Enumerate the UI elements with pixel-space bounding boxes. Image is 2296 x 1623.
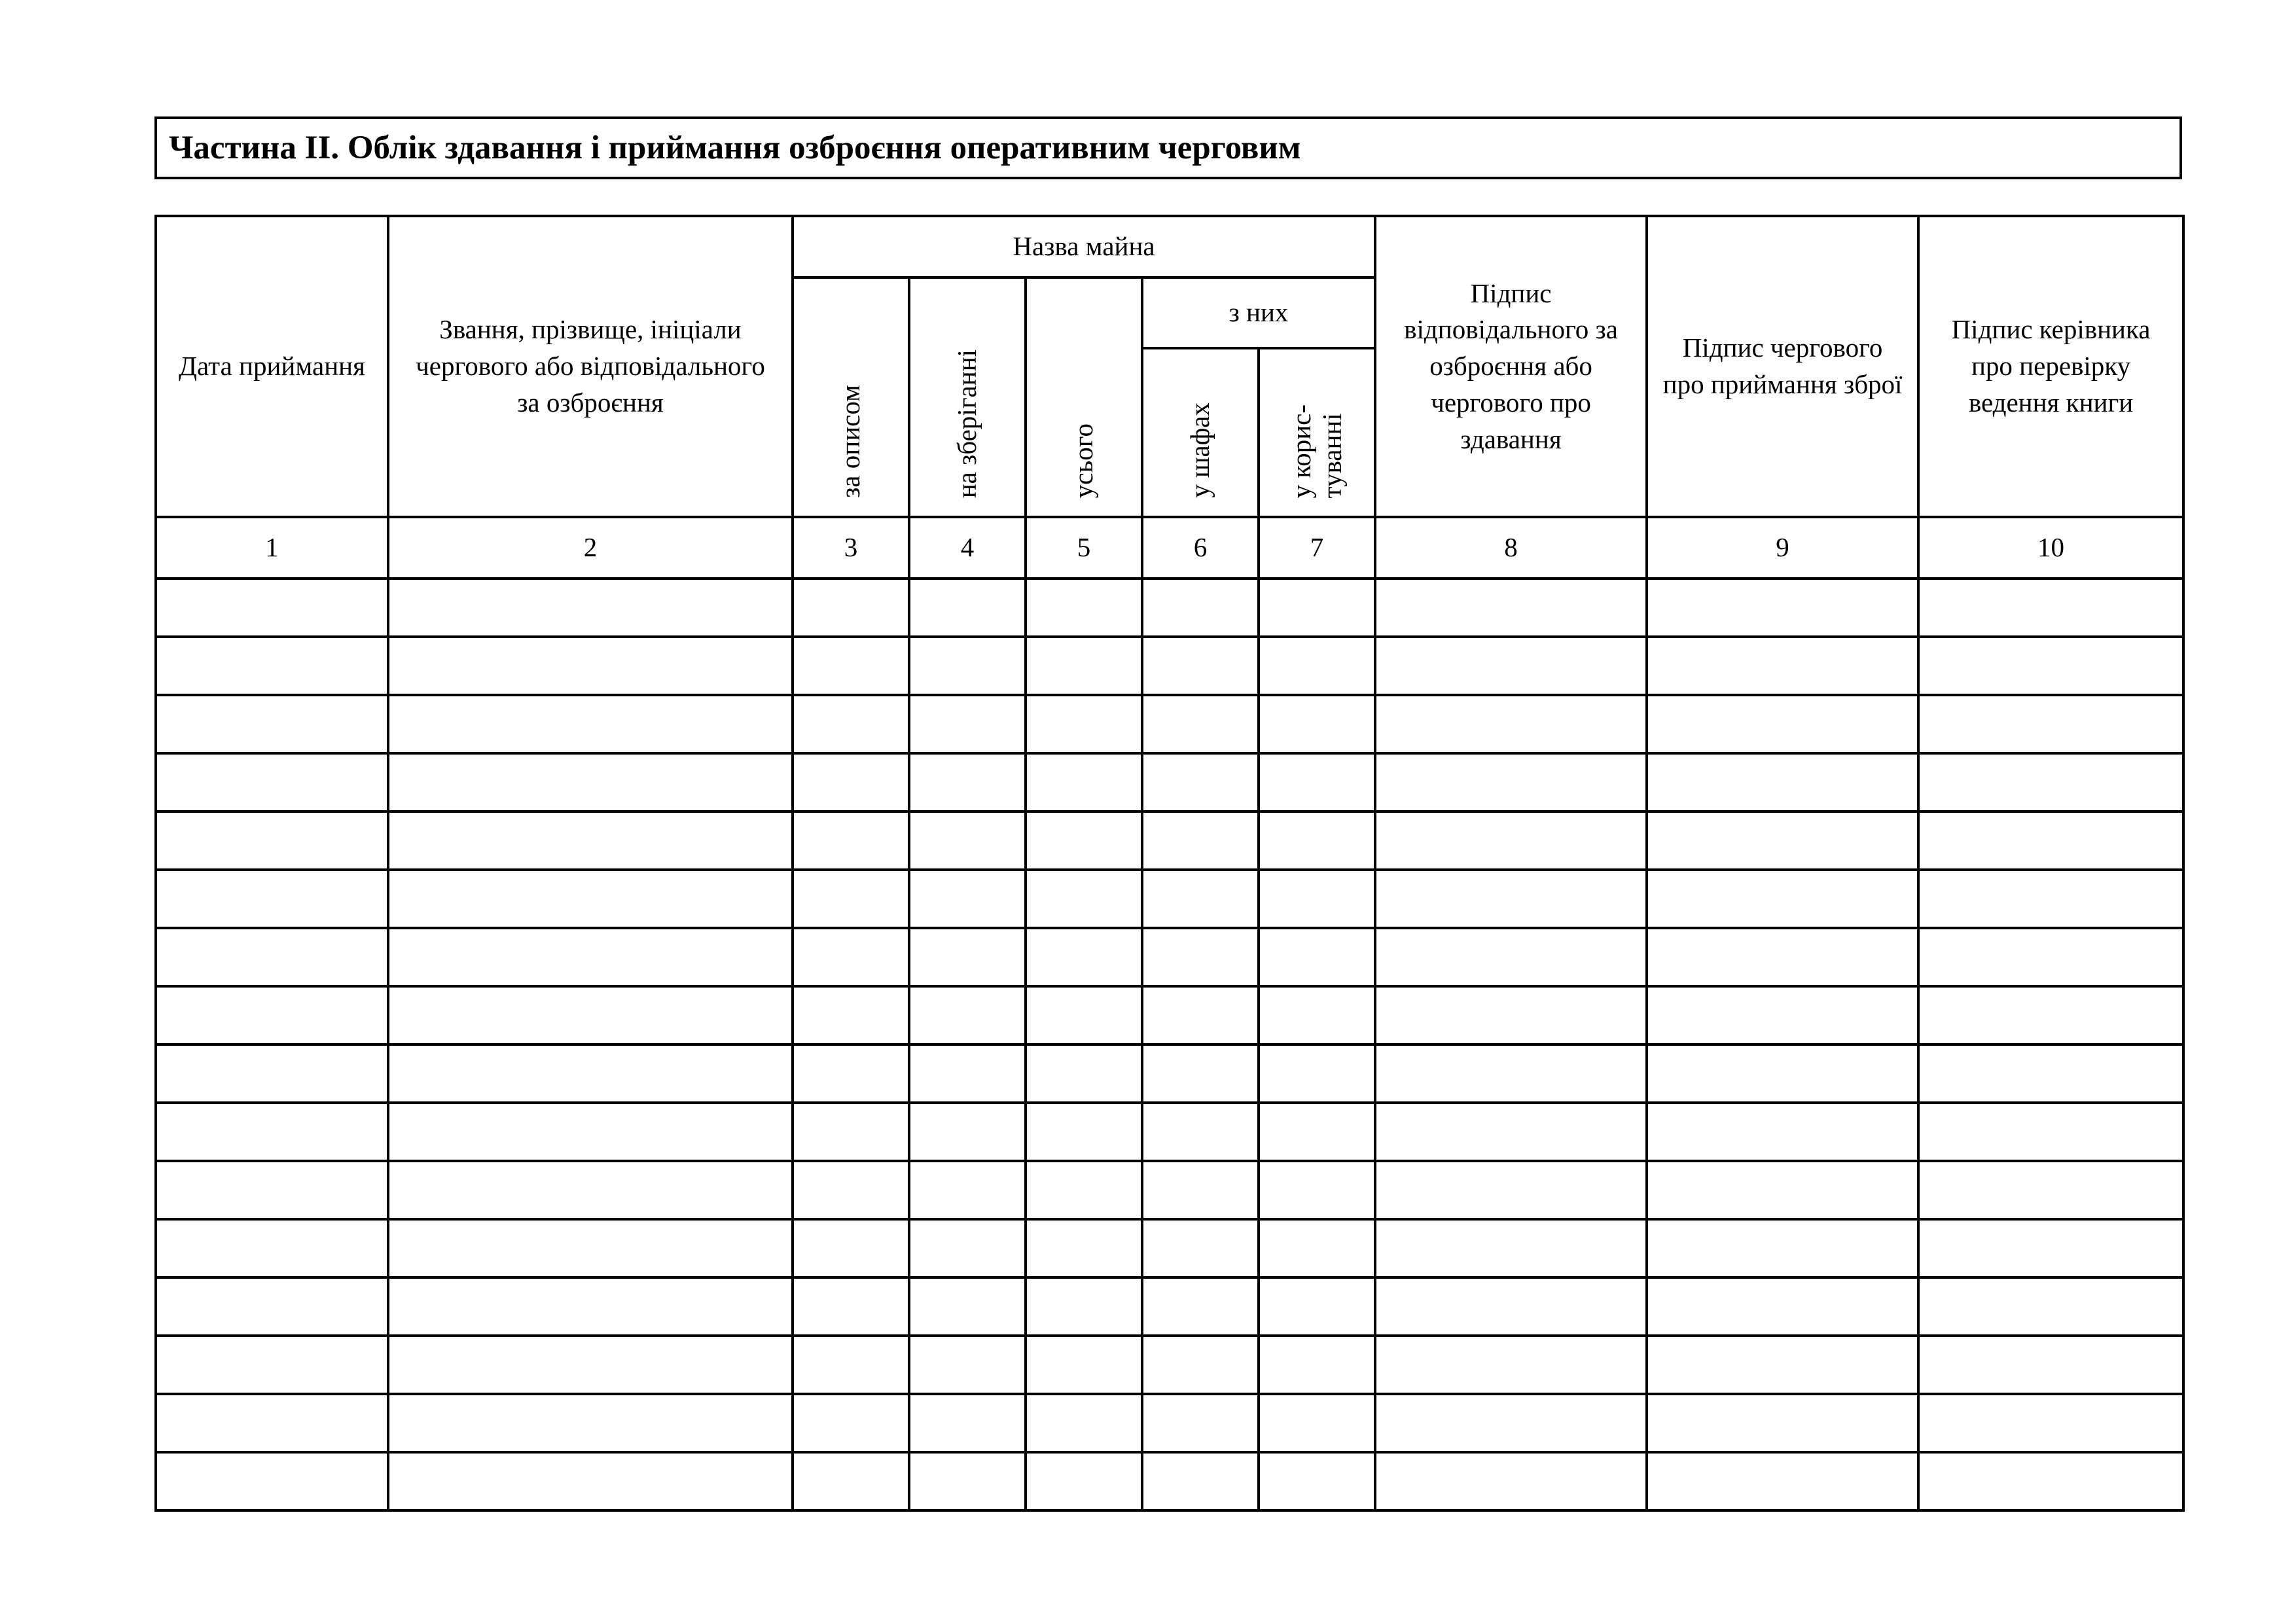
column-number-row bbox=[156, 517, 2183, 579]
table-cell bbox=[1026, 637, 1142, 695]
header-date bbox=[156, 216, 388, 517]
table-cell bbox=[1918, 753, 2183, 812]
table-cell bbox=[1259, 753, 1375, 812]
table-cell bbox=[793, 1219, 909, 1277]
table-cell bbox=[1259, 870, 1375, 928]
header-in-cabinets-text: у шафах bbox=[1185, 402, 1215, 499]
table-cell bbox=[909, 1394, 1026, 1452]
header-in-use-text bbox=[1286, 404, 1348, 506]
table-cell bbox=[1259, 986, 1375, 1044]
table-cell bbox=[156, 1394, 388, 1452]
table-row bbox=[156, 1336, 2183, 1394]
header-total-text: усього bbox=[1068, 423, 1099, 499]
table-cell bbox=[156, 753, 388, 812]
header-sig-responsible-text: Підпис відповідального за озброєння або чергового про здавання bbox=[1404, 277, 1618, 454]
table-cell bbox=[1647, 870, 1918, 928]
table-cell bbox=[793, 1103, 909, 1161]
table-cell bbox=[1647, 1336, 1918, 1394]
header-of-them bbox=[1142, 277, 1375, 348]
table-cell bbox=[156, 1161, 388, 1219]
table-row bbox=[156, 1394, 2183, 1452]
table-cell bbox=[793, 870, 909, 928]
table-cell bbox=[1142, 1044, 1259, 1103]
table-cell bbox=[388, 753, 793, 812]
table-cell bbox=[388, 1103, 793, 1161]
header-in-storage bbox=[909, 277, 1026, 517]
table-cell bbox=[388, 1336, 793, 1394]
table-cell bbox=[1918, 579, 2183, 637]
table-cell bbox=[1918, 1452, 2183, 1510]
table-cell bbox=[1142, 695, 1259, 753]
table-cell bbox=[909, 870, 1026, 928]
table-cell bbox=[1259, 1277, 1375, 1336]
table-cell bbox=[1375, 1277, 1647, 1336]
table-cell bbox=[1142, 637, 1259, 695]
table-cell bbox=[388, 1219, 793, 1277]
table-cell bbox=[1259, 1161, 1375, 1219]
table-cell bbox=[1647, 579, 1918, 637]
column-number: 4 bbox=[909, 517, 1026, 579]
table-cell bbox=[1259, 1103, 1375, 1161]
table-cell bbox=[1026, 1394, 1142, 1452]
table-cell bbox=[156, 812, 388, 870]
table-cell bbox=[1375, 986, 1647, 1044]
table-cell bbox=[1647, 753, 1918, 812]
column-number: 2 bbox=[388, 517, 793, 579]
table-row bbox=[156, 986, 2183, 1044]
table-row bbox=[156, 579, 2183, 637]
table-cell bbox=[1375, 637, 1647, 695]
table-cell bbox=[1647, 695, 1918, 753]
table-cell bbox=[1142, 986, 1259, 1044]
table-cell bbox=[1142, 1277, 1259, 1336]
table-cell bbox=[909, 579, 1026, 637]
table-cell bbox=[1375, 1161, 1647, 1219]
table-cell bbox=[1375, 1452, 1647, 1510]
table-cell bbox=[1142, 1103, 1259, 1161]
table-cell bbox=[909, 1044, 1026, 1103]
table-cell bbox=[388, 986, 793, 1044]
table-cell bbox=[156, 870, 388, 928]
table-cell bbox=[793, 812, 909, 870]
table-cell bbox=[793, 695, 909, 753]
header-rank-name bbox=[388, 216, 793, 517]
table-cell bbox=[1918, 1161, 2183, 1219]
table-row bbox=[156, 870, 2183, 928]
header-by-inventory-text: за описом bbox=[835, 385, 866, 499]
table-cell bbox=[1918, 986, 2183, 1044]
table-cell bbox=[388, 1452, 793, 1510]
table-cell bbox=[1375, 1103, 1647, 1161]
table-cell bbox=[1259, 1044, 1375, 1103]
table-cell bbox=[1026, 1336, 1142, 1394]
table-body bbox=[156, 579, 2183, 1510]
table-cell bbox=[793, 1394, 909, 1452]
table-cell bbox=[1026, 1044, 1142, 1103]
table-cell bbox=[1026, 695, 1142, 753]
table-row bbox=[156, 1452, 2183, 1510]
table-cell bbox=[1647, 637, 1918, 695]
header-in-use bbox=[1259, 348, 1375, 517]
table-cell bbox=[388, 637, 793, 695]
header-of-them-text: з них bbox=[1229, 297, 1289, 328]
table-cell bbox=[1918, 1103, 2183, 1161]
table-cell bbox=[156, 1277, 388, 1336]
table-row bbox=[156, 1277, 2183, 1336]
table-cell bbox=[909, 1103, 1026, 1161]
table-cell bbox=[1918, 928, 2183, 986]
column-number: 6 bbox=[1142, 517, 1259, 579]
table-cell bbox=[1647, 812, 1918, 870]
table-cell bbox=[156, 695, 388, 753]
table-cell bbox=[793, 637, 909, 695]
table-cell bbox=[388, 812, 793, 870]
table-cell bbox=[388, 1161, 793, 1219]
header-in-use-line2: туванні bbox=[1317, 413, 1348, 499]
table-cell bbox=[793, 928, 909, 986]
table-cell bbox=[909, 695, 1026, 753]
header-in-storage-text: на зберіганні bbox=[952, 349, 982, 499]
table-cell bbox=[909, 928, 1026, 986]
table-row bbox=[156, 1219, 2183, 1277]
column-number: 3 bbox=[793, 517, 909, 579]
table-cell bbox=[1647, 1219, 1918, 1277]
table-cell bbox=[1375, 579, 1647, 637]
header-sig-responsible bbox=[1375, 216, 1647, 517]
table-cell bbox=[909, 637, 1026, 695]
table-cell bbox=[1259, 928, 1375, 986]
table-cell bbox=[1142, 928, 1259, 986]
table-cell bbox=[156, 1336, 388, 1394]
table-cell bbox=[1918, 1044, 2183, 1103]
table-cell bbox=[1918, 1394, 2183, 1452]
table-cell bbox=[1647, 1161, 1918, 1219]
column-number: 7 bbox=[1259, 517, 1375, 579]
table-cell bbox=[1375, 695, 1647, 753]
table-row bbox=[156, 1044, 2183, 1103]
table-cell bbox=[156, 1219, 388, 1277]
table-row bbox=[156, 1103, 2183, 1161]
table-cell bbox=[1918, 1219, 2183, 1277]
table-cell bbox=[1142, 1161, 1259, 1219]
table-cell bbox=[1026, 579, 1142, 637]
column-number: 10 bbox=[1918, 517, 2183, 579]
table-row bbox=[156, 928, 2183, 986]
table-header bbox=[156, 216, 2183, 579]
table-cell bbox=[1142, 753, 1259, 812]
table-cell bbox=[156, 1103, 388, 1161]
table-cell bbox=[1647, 1452, 1918, 1510]
header-sig-duty bbox=[1647, 216, 1918, 517]
table-cell bbox=[1918, 637, 2183, 695]
header-total bbox=[1026, 277, 1142, 517]
table-cell bbox=[1026, 986, 1142, 1044]
table-cell bbox=[388, 695, 793, 753]
table-row bbox=[156, 812, 2183, 870]
table-cell bbox=[793, 579, 909, 637]
table-cell bbox=[1142, 1394, 1259, 1452]
table-cell bbox=[1259, 637, 1375, 695]
table-cell bbox=[1259, 1452, 1375, 1510]
table-cell bbox=[388, 1394, 793, 1452]
table-cell bbox=[1918, 1277, 2183, 1336]
column-number: 9 bbox=[1647, 517, 1918, 579]
table-cell bbox=[1375, 870, 1647, 928]
table-cell bbox=[909, 812, 1026, 870]
table-cell bbox=[1647, 1103, 1918, 1161]
table-cell bbox=[1375, 753, 1647, 812]
table-cell bbox=[388, 579, 793, 637]
table-cell bbox=[1026, 928, 1142, 986]
table-cell bbox=[1375, 1336, 1647, 1394]
table-cell bbox=[909, 1277, 1026, 1336]
table-cell bbox=[156, 579, 388, 637]
table-cell bbox=[1026, 1103, 1142, 1161]
table-row bbox=[156, 1161, 2183, 1219]
header-property-name bbox=[793, 216, 1375, 277]
column-number: 1 bbox=[156, 517, 388, 579]
table-cell bbox=[1647, 928, 1918, 986]
table-cell bbox=[793, 1452, 909, 1510]
table-cell bbox=[1142, 1452, 1259, 1510]
table-cell bbox=[909, 1336, 1026, 1394]
table-row bbox=[156, 695, 2183, 753]
table-cell bbox=[1375, 812, 1647, 870]
header-in-use-line1: у корис- bbox=[1285, 404, 1316, 499]
table-cell bbox=[1026, 812, 1142, 870]
table-cell bbox=[156, 1452, 388, 1510]
table-cell bbox=[1647, 986, 1918, 1044]
table-cell bbox=[1142, 812, 1259, 870]
table-cell bbox=[1259, 1219, 1375, 1277]
header-property-name-text: Назва майна bbox=[1013, 231, 1155, 262]
table-cell bbox=[1026, 1452, 1142, 1510]
table-cell bbox=[909, 986, 1026, 1044]
table-cell bbox=[1026, 753, 1142, 812]
table-cell bbox=[1647, 1277, 1918, 1336]
table-cell bbox=[156, 986, 388, 1044]
table-cell bbox=[1026, 1277, 1142, 1336]
table-cell bbox=[1259, 695, 1375, 753]
table-cell bbox=[793, 1336, 909, 1394]
table-cell bbox=[1259, 1336, 1375, 1394]
table-cell bbox=[1375, 1219, 1647, 1277]
table-cell bbox=[1142, 870, 1259, 928]
section-title-text: Частина ІІ. Облік здавання і приймання озброєння оперативним черговим bbox=[169, 130, 1301, 166]
table-cell bbox=[793, 1277, 909, 1336]
table-cell bbox=[1918, 695, 2183, 753]
table-cell bbox=[1375, 928, 1647, 986]
table-row bbox=[156, 637, 2183, 695]
table-cell bbox=[388, 1277, 793, 1336]
header-sig-head bbox=[1918, 216, 2183, 517]
table-cell bbox=[909, 753, 1026, 812]
header-date-text: Дата приймання bbox=[179, 351, 365, 382]
column-number: 8 bbox=[1375, 517, 1647, 579]
table-cell bbox=[156, 1044, 388, 1103]
table-cell bbox=[1259, 1394, 1375, 1452]
header-sig-head-text: Підпис керівника про перевірку ведення книги bbox=[1951, 314, 2151, 418]
table-cell bbox=[909, 1219, 1026, 1277]
header-sig-duty-text: Підпис чергового про приймання зброї bbox=[1662, 332, 1903, 399]
table-cell bbox=[1142, 1219, 1259, 1277]
table-cell bbox=[1375, 1044, 1647, 1103]
table-cell bbox=[793, 1161, 909, 1219]
table-cell bbox=[1918, 1336, 2183, 1394]
table-cell bbox=[793, 753, 909, 812]
table-cell bbox=[1647, 1044, 1918, 1103]
table-cell bbox=[1647, 1394, 1918, 1452]
table-cell bbox=[909, 1452, 1026, 1510]
table-cell bbox=[1142, 579, 1259, 637]
weapons-handover-table bbox=[154, 215, 2185, 1512]
header-by-inventory bbox=[793, 277, 909, 517]
table-cell bbox=[1026, 1219, 1142, 1277]
table-cell bbox=[1375, 1394, 1647, 1452]
table-cell bbox=[1142, 1336, 1259, 1394]
header-rank-name-text: Звання, прізвище, ініціали чергового або відповідального за озброєння bbox=[416, 314, 765, 418]
table-cell bbox=[1918, 870, 2183, 928]
table-cell bbox=[388, 1044, 793, 1103]
table-cell bbox=[1026, 870, 1142, 928]
table-cell bbox=[1259, 812, 1375, 870]
table-cell bbox=[156, 637, 388, 695]
header-in-cabinets bbox=[1142, 348, 1259, 517]
table-cell bbox=[909, 1161, 1026, 1219]
table-cell bbox=[388, 928, 793, 986]
table-cell bbox=[1918, 812, 2183, 870]
table-cell bbox=[793, 986, 909, 1044]
table-cell bbox=[1259, 579, 1375, 637]
table-cell bbox=[156, 928, 388, 986]
table-cell bbox=[793, 1044, 909, 1103]
column-number: 5 bbox=[1026, 517, 1142, 579]
table-row bbox=[156, 753, 2183, 812]
table-cell bbox=[1026, 1161, 1142, 1219]
section-title bbox=[154, 116, 2182, 179]
table-cell bbox=[388, 870, 793, 928]
